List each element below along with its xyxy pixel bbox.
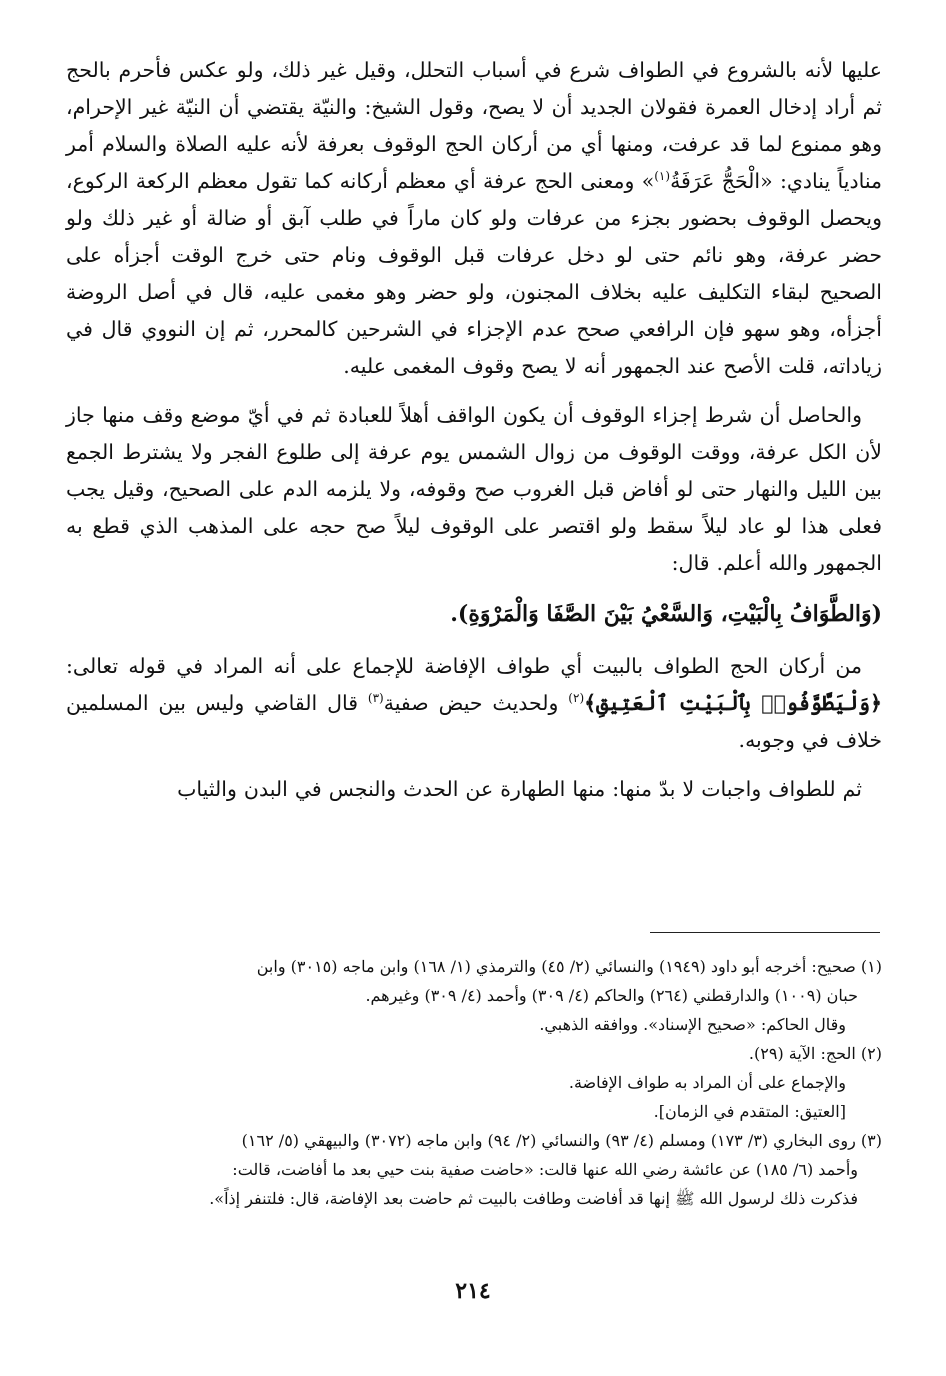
- footnote-ref-1: (١): [654, 169, 671, 184]
- paragraph-tawaf-requirements: ثم للطواف واجبات لا بدّ منها: منها الطهارة عن الحدث والنجس في البدن والثياب: [177, 777, 862, 801]
- paragraph-arafah-continued: » ومعنى الحج عرفة أي معظم أركانه كما تقول معظم الركعة الركوع، ويحصل الوقوف بحضور بجزء من عرفات ولو كان ماراً في طلب آبق أو ضالة أو غير ذلك ولو حضر عرفة، وهو نائم حتى لو دخل عرفات قبل الوقوف ونام حتى خرج الوقت أجزأه على الصحيح لبقاء التكليف عليه بخلاف المجنون، ولو حضر وهو مغمى عليه، قال في أصل الروضة أجزأه، وهو سهو فإن الرافعي صحح عدم الإجزاء في الشرحين كالمحرر، ثم إن النووي قال في زياداته، قلت الأصح عند الجمهور أنه لا يصح وقوف المغمى عليه.: [66, 169, 882, 378]
- footnote-1-line-1: (١) صحيح: أخرجه أبو داود (١٩٤٩) والنسائي (٢/ ٤٥) والترمذي (١/ ١٦٨) وابن ماجه (٣٠١٥) وابن: [256, 957, 882, 976]
- paragraph-conclusion: والحاصل أن شرط إجزاء الوقوف أن يكون الواقف أهلاً للعبادة ثم في أيّ موضع وقف منها جاز لأن الكل عرفة، ووقت الوقوف من زوال الشمس يوم عرفة إلى طلوع الفجر ولا يشترط الجمع بين الليل والنهار حتى لو أفاض قبل الغروب صح وقوفه، ولا يلزمه الدم على الصحيح، وقيل يجب فعلى هذا لو عاد ليلاً سقط ولو اقتصر على الوقوف ليلاً صح حجه على المذهب الذي قطع به الجمهور والله أعلم. قال:: [66, 403, 882, 575]
- footnotes-section: [66, 952, 882, 1213]
- page-body: [66, 52, 882, 820]
- footnote-3-line-2: وأحمد (٦/ ١٨٥) عن عائشة رضي الله عنها قالت: «حاضت صفية بنت حيي بعد ما أفاضت، قالت:: [232, 1160, 858, 1179]
- paragraph-tawaf-hadith: ولحديث حيض صفية: [383, 691, 569, 715]
- footnote-ref-2: (٢): [568, 691, 585, 706]
- page-number: ٢١٤: [455, 1278, 491, 1304]
- footnote-2-line-3: [العتيق: المتقدم في الزمان].: [653, 1102, 846, 1121]
- footnote-3-line-3: فذكرت ذلك لرسول الله ﷺ إنها قد أفاضت وطافت بالبيت ثم حاضت بعد الإفاضة، قال: فلتنفر إذاً».: [209, 1189, 858, 1208]
- quran-verse: ﴿وَلْيَطَّوَّفُوا۟ بِٱلْبَيْتِ ٱلْعَتِيقِ﴾: [584, 691, 882, 715]
- paragraph-tawaf: [66, 648, 882, 759]
- paragraph-tawaf-intro: من أركان الحج الطواف بالبيت أي طواف الإفاضة للإجماع على أنه المراد في قوله تعالى:: [66, 654, 862, 678]
- footnote-1-line-3: وقال الحاكم: «صحيح الإسناد». ووافقه الذهبي.: [539, 1015, 846, 1034]
- paragraph-tawaf-end: قال القاضي وليس بين المسلمين خلاف في وجوبه.: [66, 691, 882, 752]
- footnote-ref-3: (٣): [367, 691, 384, 706]
- footnote-2-line-1: (٢) الحج: الآية (٢٩).: [748, 1044, 882, 1063]
- footnote-2-line-2: والإجماع على أن المراد به طواف الإفاضة.: [568, 1073, 846, 1092]
- matn-heading-tawaf-sai: (وَالطَّوَافُ بِالْبَيْتِ، وَالسَّعْيُ بَيْنَ الصَّفَا وَالْمَرْوَةِ).: [450, 601, 882, 627]
- footnote-3-line-1: (٣) روى البخاري (٣/ ١٧٣) ومسلم (٤/ ٩٣) والنسائي (٢/ ٩٤) وابن ماجه (٣٠٧٢) والبيهقي (٥/ ١٦٢): [241, 1131, 882, 1150]
- paragraph-arafah: [66, 52, 882, 385]
- footnote-1-line-2: حبان (١٠٠٩) والدارقطني (٢٦٤) والحاكم (٤/ ٣٠٩) وأحمد (٤/ ٣٠٩) وغيرهم.: [365, 986, 858, 1005]
- paragraph-arafah-text: عليها لأنه بالشروع في الطواف شرع في أسباب التحلل، وقيل غير ذلك، ولو عكس فأحرم بالحج ثم أراد إدخال العمرة فقولان الجديد أن لا يصح، وقول الشيخ: والنيّة يقتضي أن النيّة غير الإحرام، وهو ممنوع لما قد عرفت، ومنها أي من أركان الحج الوقوف بعرفة لأنه عليه الصلاة والسلام أمر منادياً ينادي: «الْحَجُّ عَرَفَةُ: [66, 58, 882, 193]
- footnote-separator: [650, 932, 880, 933]
